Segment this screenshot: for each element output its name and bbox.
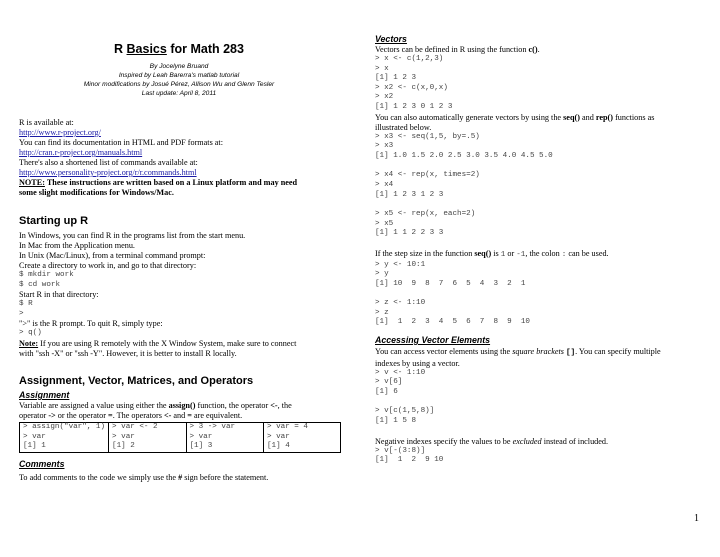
intro-available: R is available at: [19,118,74,127]
starting-line: In Windows, you can find R in the programs list from the start menu. [19,231,246,240]
starting-section [19,231,341,359]
code-line: [1] 1 2 3 4 5 6 7 8 9 10 [375,318,530,327]
accessing-intro: You can access vector elements using the square brackets []. You can specify multiple [375,347,661,357]
vectors-section [375,45,707,328]
assignment-line-2: operator -> or the operator =. The operators <- and = are equivalent. [19,411,243,420]
code-line: > y <- 10:1 [375,260,426,269]
heading-assignment: Assignment, Vector, Matrices, and Operators [19,375,254,387]
code-line: $ mkdir work [19,271,74,279]
comments-text: To add comments to the code we simply use the # sign before the statement. [19,473,269,482]
code-line: $ cd work [19,280,61,289]
code-line: > x2 <- c(x,0,x) [375,83,448,92]
code-line: > x [375,64,389,73]
code-line: > q() [19,329,42,338]
code-line: > v[-(3:8)] [375,446,426,455]
code-line: > y [375,270,389,279]
start-dir-text: Start R in that directory: [19,290,99,300]
code-line: > x3 [375,142,394,151]
assignment-text [19,401,341,421]
starting-line: Create a directory to work in, and go to that directory: [19,261,197,270]
intro-docs: You can find its documentation in HTML and PDF formats at: [19,138,223,147]
heading-starting-up: Starting up R [19,215,89,227]
code-line: [1] 10 9 8 7 6 5 4 3 2 1 [375,279,526,288]
assignment-examples-table [19,422,341,453]
step-size-text: If the step size in the function seq() is 1 or -1, the colon : can be used. [375,248,609,259]
spacer [375,200,707,210]
subheading-accessing: Accessing Vector Elements [375,335,491,345]
intro-shortened: There's also a shortened list of commands available at: [19,158,198,167]
subheading-vectors: Vectors [375,34,407,44]
commands-list-link[interactable]: http://www.personality-project.org/r/r.commands.html [19,168,197,177]
code-line: [1] 6 [375,387,398,396]
negative-index-text: Negative indexes specify the values to be excluded instead of included. [375,436,609,446]
byline-author: By Jocelyne Bruand [149,63,209,70]
byline-modifications: Minor modifications by Josué Pérez, Allison Wu and Glenn Tesler [83,81,275,88]
code-line: [1] 1 1 2 2 3 3 [375,229,444,238]
code-line: > z [375,308,389,317]
code-line: [1] 1 5 8 [375,416,417,425]
subheading-comments: Comments [19,459,65,469]
table-cell: > 3 -> var > var [1] 3 [186,423,263,453]
subheading-assignment: Assignment [19,390,70,400]
table-cell: > var <- 2 > var [1] 2 [109,423,186,453]
vectors-generate-cont: illustrated below. [375,122,432,132]
byline-last-update: Last update: April 8, 2011 [141,90,217,97]
accessing-intro-cont: indexes by using a vector. [375,358,460,368]
table-row [20,423,341,453]
code-line: $ R [19,300,33,309]
code-line: > x2 [375,93,394,102]
code-line: > x <- c(1,2,3) [375,55,444,63]
spacer [375,427,707,437]
code-line: > x4 <- rep(x, times=2) [375,171,480,180]
code-line: [1] 1 2 3 [375,74,417,83]
code-line: > v <- 1:10 [375,368,426,377]
spacer [375,161,707,171]
assignment-line-1: Variable are assigned a value using either the assign() function, the operator <-, the [19,401,292,410]
vectors-generate: You can also automatically generate vectors by using the seq() and rep() functions as [375,112,655,122]
spacer [375,289,707,299]
intro-note-cont: some slight modifications for Windows/Mac. [19,188,174,197]
code-line: > z <- 1:10 [375,299,426,308]
code-line: [1] 1 2 3 0 1 2 3 [375,102,453,111]
code-line: > x3 <- seq(1,5, by=.5) [375,132,480,141]
accessing-section [375,347,707,466]
spacer [375,239,707,249]
table-cell: > assign("var", 1) > var [1] 1 [20,423,109,453]
code-line: > x4 [375,180,394,189]
table-cell: > var = 4 > var [1] 4 [263,423,340,453]
starting-line: In Mac from the Application menu. [19,241,135,250]
code-line: [1] 1 2 3 1 2 3 [375,190,444,199]
code-line: > x5 [375,219,394,228]
vectors-intro: Vectors can be defined in R using the function c(). [375,45,540,54]
code-line: [1] 1 2 9 10 [375,456,444,465]
code-line: > x5 <- rep(x, each=2) [375,210,476,219]
x-window-note: Note: If you are using R remotely with the X Window System, make sure to connect [19,338,297,348]
prompt-text: ">" is the R prompt. To quit R, simply type: [19,319,163,329]
page-title: R Basics for Math 283 [114,42,244,56]
intro-section [19,118,341,198]
page-number: 1 [694,513,699,524]
cran-manuals-link[interactable]: http://cran.r-project.org/manuals.html [19,148,143,157]
code-line: [1] 1.0 1.5 2.0 2.5 3.0 3.5 4.0 4.5 5.0 [375,151,553,160]
spacer [375,397,707,407]
x-window-note-cont: with "ssh -X" or "ssh -Y". However, it is better to install R locally. [19,348,237,358]
code-line: > v[c(1,5,8)] [375,407,435,416]
r-project-link[interactable]: http://www.r-project.org/ [19,128,101,137]
byline-inspired: Inspired by Leah Barerra's matlab tutorial [118,72,240,79]
intro-note: NOTE: These instructions are written based on a Linux platform and may need [19,178,298,187]
starting-line: In Unix (Mac/Linux), from a terminal command prompt: [19,251,206,260]
code-line: > v[6] [375,378,403,387]
code-line: > [19,309,24,318]
